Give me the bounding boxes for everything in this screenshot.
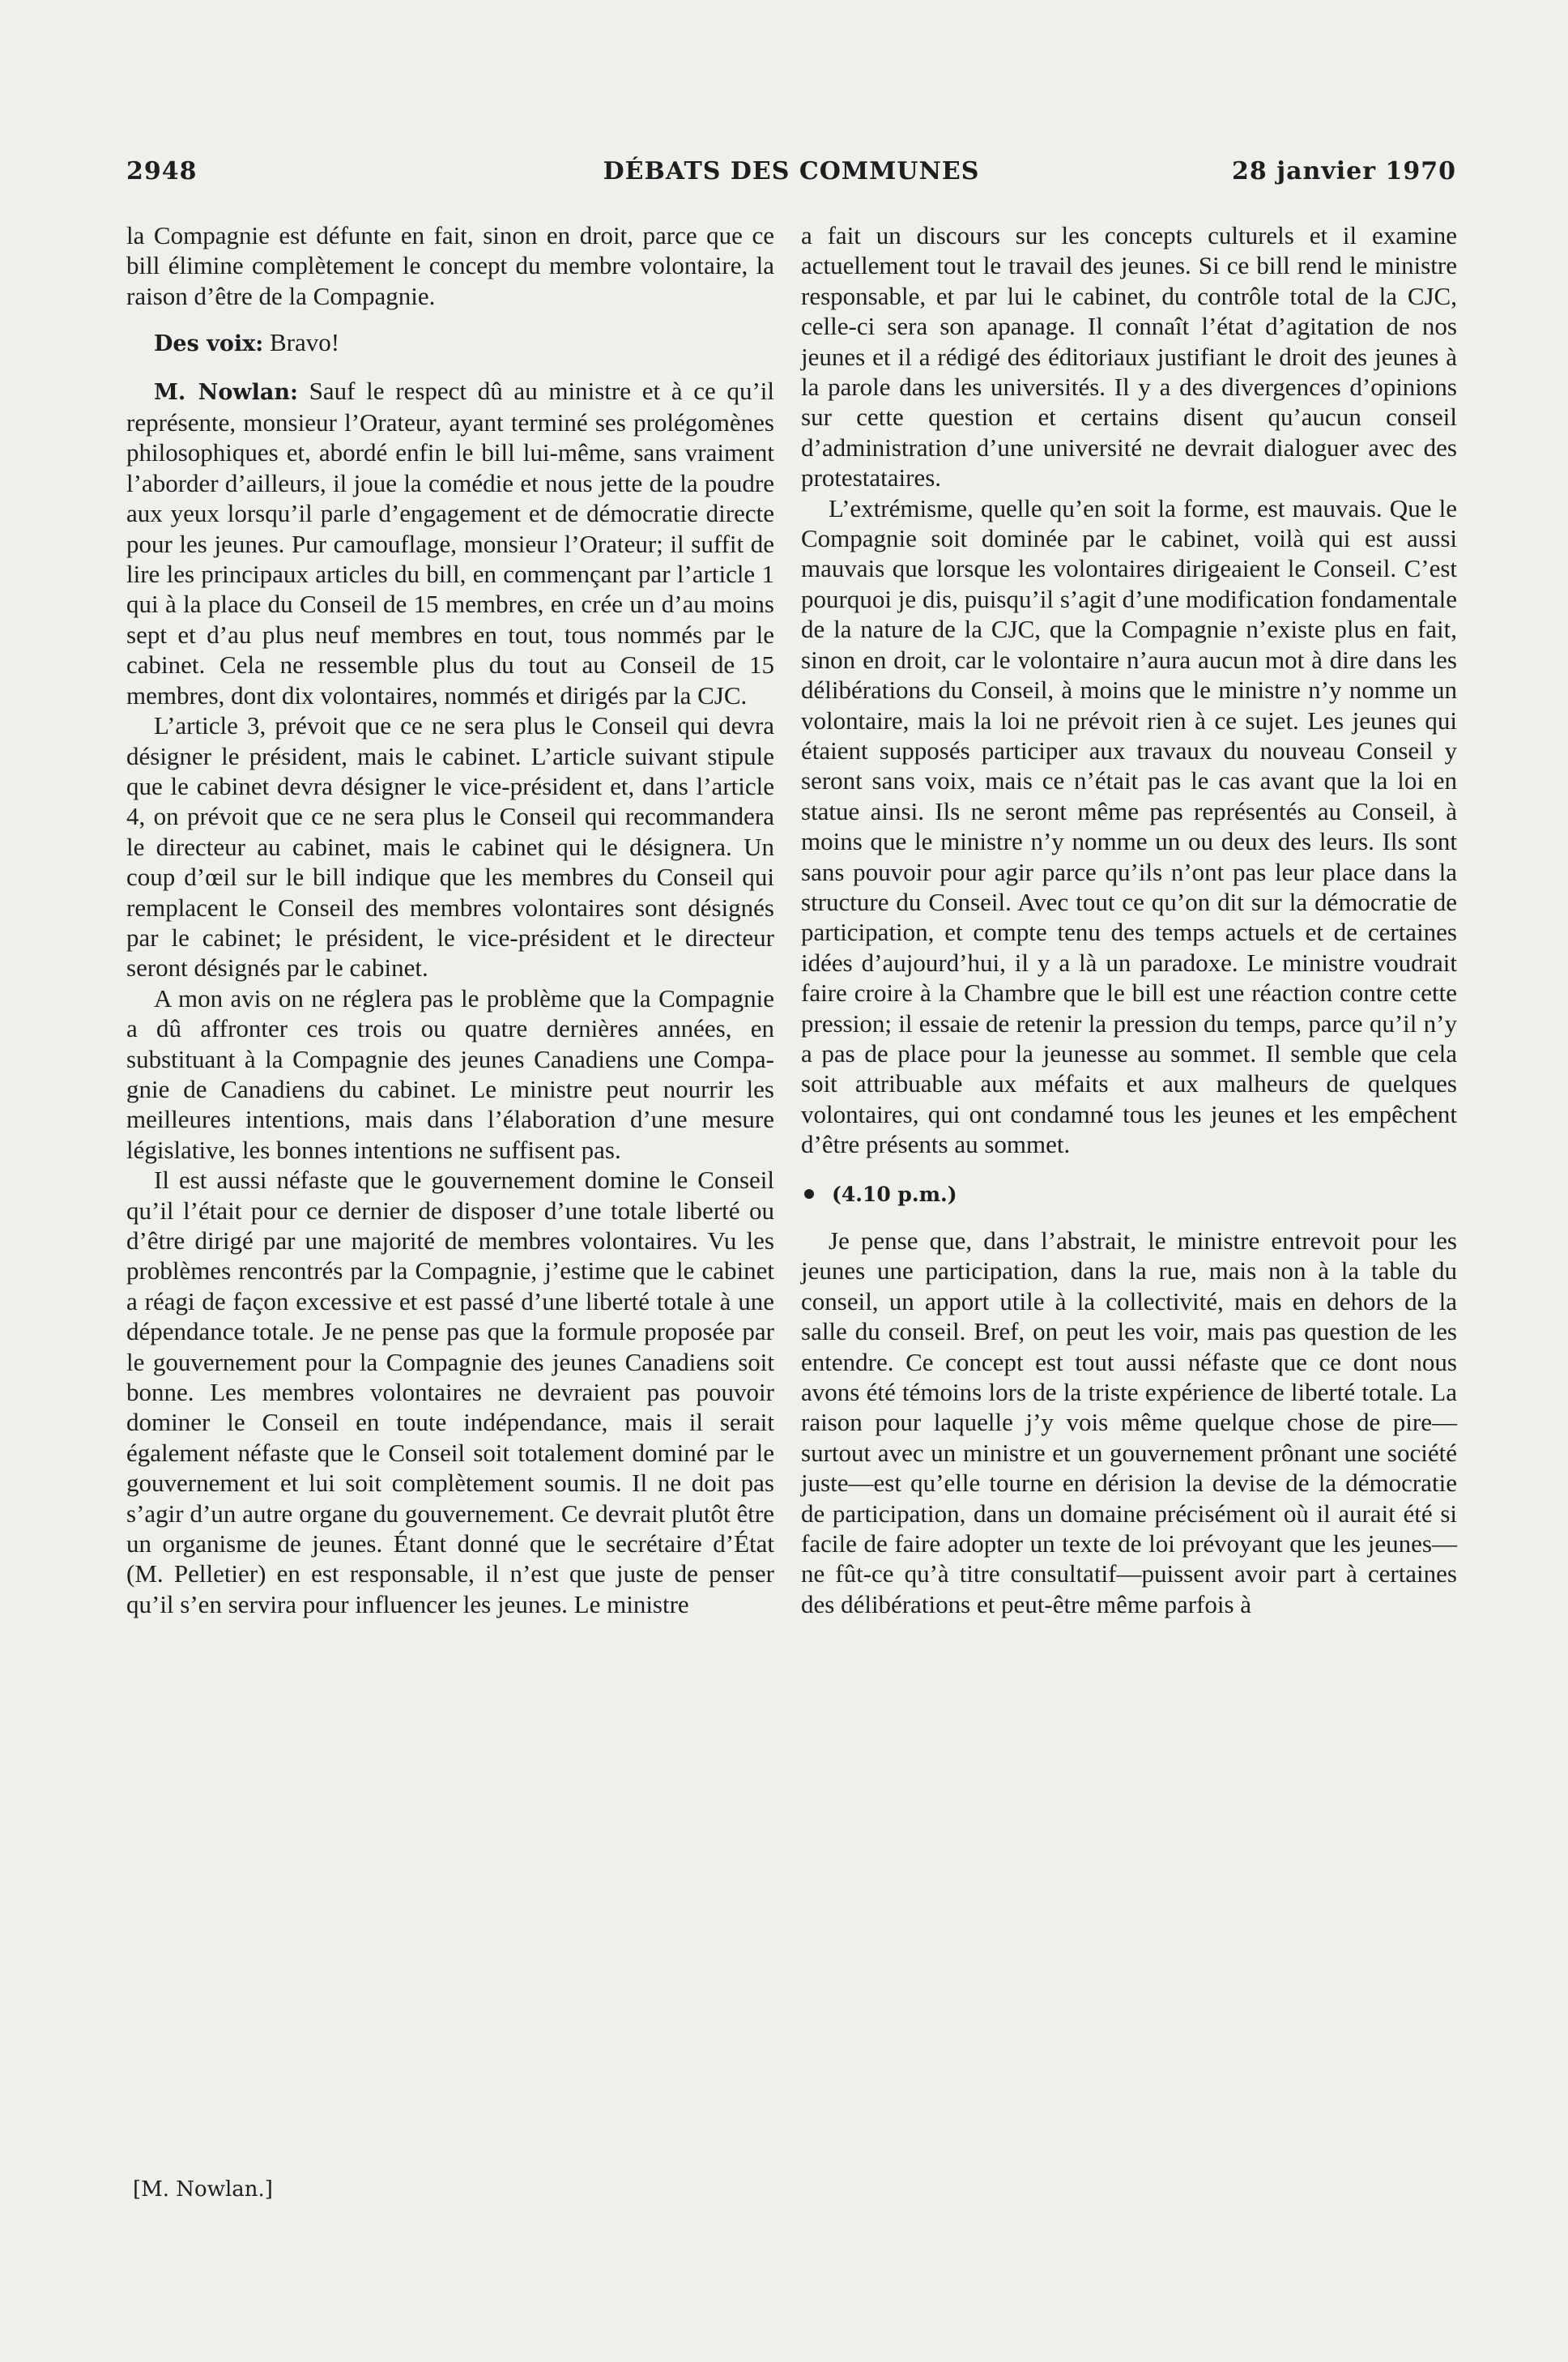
paragraph: Il est aussi néfaste que le gouvernement domine le Conseil qu’il l’était pour ce dernier de disposer d’une totale liberté ou d’être dirigé par une majorité de membres volontaires. Vu les problèmes rencontrés par la Compagnie, j’estime que le cabinet a réagi de façon excessive et est passé d’une liberté totale à une dépendance totale. Je ne pense pas que la formule proposée par le gouvernement pour la Compagnie des jeunes Canadiens soit bonne. Les membres volontaires ne devraient pas pouvoir dominer le Conseil en toute indépendance, mais il serait également néfaste que le Conseil soit totalement dominé par le gouvernement et lui soit complètement soumis. Il ne doit pas s’agir d’un autre organe du gouvernement. Ce devrait plutôt être un organisme de jeunes. Étant donné que le secrétaire d’État (M. Pelletier) en est responsable, il n’est que juste de penser qu’il s’en servira pour influencer les jeunes. Le ministre: [126, 1166, 774, 1618]
bullet-icon: [804, 1189, 814, 1199]
paragraph: A mon avis on ne réglera pas le problème que la Compagnie a dû affronter ces trois ou quatre dernières années, en substituant à la Compagnie des jeunes Canadiens une Compagnie de Canadiens du cabinet. Le ministre peut nourrir les meilleures intentions, mais dans l’élaboration d’une mesure législative, les bonnes intentions ne suffisent pas.: [126, 983, 774, 1164]
page-header: [126, 157, 1456, 193]
paragraph: L’extrémisme, quelle qu’en soit la forme, est mauvais. Que le Compagnie soit dominée par le cabinet, voilà qui est aussi mauvais que lorsque les volontaires dirigeaient le Conseil. C’est pourquoi je dis, puisqu’il s’agit d’une modification fondamentale de la nature de la CJC, que la Compagnie n’existe plus en fait, sinon en droit, car le volontaire n’aura aucun mot à dire dans les délibérations du Conseil, à moins que le ministre n’y nomme un volontaire, mais la loi ne prévoit rien à ce sujet. Les jeunes qui étaient supposés participer aux travaux du nouveau Conseil y seront sans voix, mais ce n’était pas le cas avant que la loi en statue ainsi. Ils ne seront même pas représentés au Conseil, à moins que le ministre n’y nomme un ou deux des leurs. Ils sont sans pouvoir pour agir parce qu’ils n’ont pas leur place dans la structure du Conseil. Avec tout ce qu’on dit sur la démocratie de participation, et compte tenu des temps actuels et de certaines idées d’aujourd’hui, il y a là un paradoxe. Le ministre voudrait faire croire à la Chambre que le bill est une réaction contre cette pression; il essaie de retenir la pression du temps, parce qu’il n’y a pas de place pour la jeunesse au sommet. Il semble que cela soit attribuable aux méfaits et aux malheurs de quelques volontaires, qui ont condamné tous les jeunes et les empêchent d’être présents au sommet.: [801, 493, 1457, 1159]
left-column: [126, 220, 774, 1619]
speech-text: Sauf le respect dû au ministre et à ce qu’il représente, monsieur l’Orateur, ayant terminé ses prolégomènes philosophiques et, abordé enfin le bill lui-même, sans vraiment l’aborder d’ailleurs, il joue la comédie et nous jette de la poudre aux yeux lorsqu’il parle d’engagement et de démocratie directe pour les jeunes. Pur camouflage, monsieur l’Orateur; il suffit de lire les principaux articles du bill, en commençant par l’article 1 qui à la place du Conseil de 15 membres, en crée un d’au moins sept et d’au plus neuf membres en tout, tous nommés par le cabinet. Cela ne ressemble plus du tout au Conseil de 15 membres, dont dix volontaires, nommés et dirigés par la CJC.: [126, 376, 775, 710]
speaker-name: Des voix:: [154, 331, 264, 357]
paragraph: Je pense que, dans l’abstrait, le ministre entrevoit pour les jeunes une participation, dans la rue, mais non à la table du conseil, un apport utile à la collectivité, mais en dehors de la salle du conseil. Bref, on peut les voir, mais pas question de les entendre. Ce concept est tout aussi néfaste que ce dont nous avons été témoins lors de la triste expérience de liberté totale. La raison pour laquelle j’y vois même quelque chose de pire—surtout avec un ministre et un gouvernement prônant une société juste—est qu’elle tourne en dérision la devise de la démocratie de participation, dans un domaine précisément où il aurait été si facile de faire adopter un texte de loi prévoyant que les jeunes—ne fût-ce qu’à titre consultatif—puissent avoir part à certaines des délibérations et peut-être même parfois à: [801, 1226, 1457, 1618]
interjection-paragraph: [126, 327, 774, 359]
interjection-text: Bravo!: [269, 328, 340, 357]
paragraph: L’article 3, prévoit que ce ne sera plus le Conseil qui devra désigner le président, mais le cabinet. L’article suivant stipule que le cabinet devra désigner le vice-président et, dans l’article 4, on prévoit que ce ne sera plus le Conseil qui recommandera le directeur au cabinet, mais le cabinet qui le désignera. Un coup d’œil sur le bill indique que les membres du Conseil qui remplacent le Conseil des membres volontaires sont désignés par le cabinet; le président, le vice-président et le directeur seront désignés par le cabinet.: [126, 711, 774, 983]
paragraph: a fait un discours sur les concepts culturels et il examine actuellement tout le travail des jeunes. Si ce bill rend le ministre responsable, et par lui le cabinet, du contrôle total de la CJC, celle-ci sera son apanage. Il connaît l’état d’agitation de nos jeunes et il a rédigé des éditoriaux justifiant le droit des jeunes à la parole dans les universités. Il y a des divergences d’opinions sur cette question et certains disent qu’aucun conseil d’administration d’une université ne devrait dialoguer avec des protestataires.: [801, 221, 1457, 492]
paragraph: la Compagnie est défunte en fait, sinon en droit, parce que ce bill élimine complètement le concept du membre volontaire, la raison d’être de la Compagnie.: [126, 221, 774, 310]
speech-paragraph: [126, 376, 774, 710]
speaker-footer-label: [M. Nowlan.]: [133, 2177, 273, 2202]
time-marker-text: (4.10 p.m.): [832, 1182, 957, 1206]
time-marker: [801, 1179, 1457, 1209]
speaker-name: M. Nowlan:: [154, 379, 298, 405]
page-number: 2948: [126, 157, 198, 185]
right-column: [801, 220, 1457, 1619]
publication-date: 28 janvier 1970: [1232, 157, 1456, 185]
publication-title: DÉBATS DES COMMUNES: [603, 157, 980, 185]
